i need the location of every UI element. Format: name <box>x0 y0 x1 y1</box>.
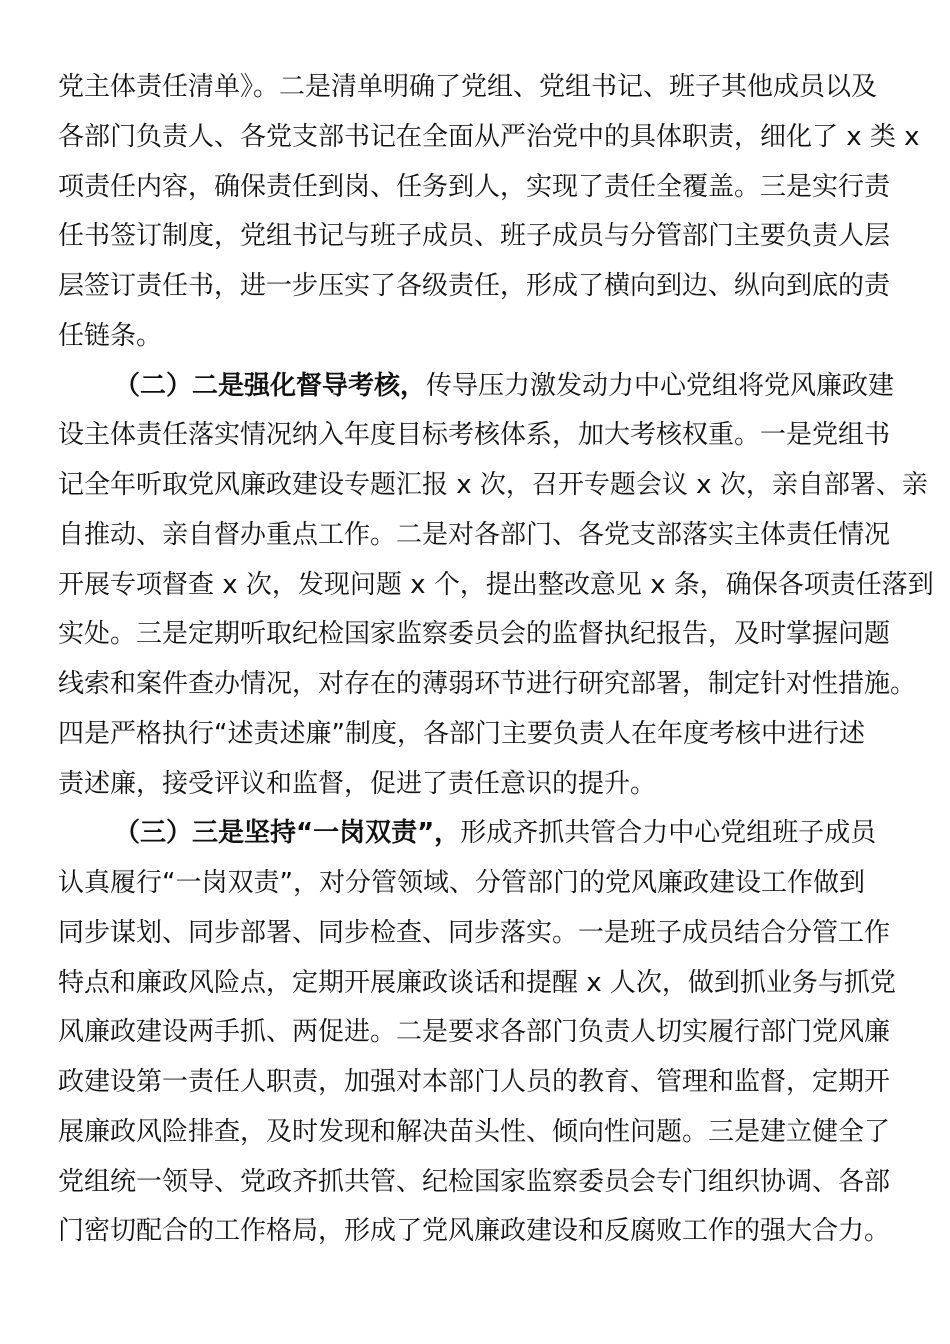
text-line: 自推动、亲自督办重点工作。二是对各部门、各党支部落实主体责任情况 <box>58 519 891 550</box>
text-line: 展廉政风险排查，及时发现和解决苗头性、倾向性问题。三是建立健全了 <box>58 1116 891 1147</box>
text-line: 同步谋划、同步部署、同步检查、同步落实。一是班子成员结合分管工作 <box>58 917 891 948</box>
text-line: 开展专项督查 x 次，发现问题 x 个，提出整改意见 x 条，确保各项责任落到 <box>58 569 934 600</box>
text-line: 记全年听取党风廉政建设专题汇报 x 次，召开专题会议 x 次，亲自部署、亲 <box>58 470 928 500</box>
paragraph-dual-responsibility <box>58 809 898 1257</box>
text-line: 项责任内容，确保责任到岗、任务到人，实现了责任全覆盖。三是实行责 <box>58 171 891 202</box>
text-run: 形成齐抓共管合力中心党组班子成员 <box>460 818 877 849</box>
text-line: 层签订责任书，进一步压实了各级责任，形成了横向到边、纵向到底的责 <box>58 271 891 301</box>
text-line: 党组统一领导、党政齐抓共管、纪检国家监察委员会专门组织协调、各部 <box>58 1166 891 1197</box>
text-line: 党主体责任清单》。二是清单明确了党组、党组书记、班子其他成员以及 <box>58 72 878 102</box>
text-line: 设主体责任落实情况纳入年度目标考核体系，加大考核权重。一是党组书 <box>58 420 891 451</box>
paragraph-supervision <box>58 362 934 810</box>
section-heading: （二）二是强化督导考核， <box>114 370 427 401</box>
text-line: 特点和廉政风险点，定期开展廉政谈话和提醒 x 人次，做到抓业务与抓党 <box>58 967 896 998</box>
text-line: 任链条。 <box>58 320 163 351</box>
section-heading: （三）三是坚持“一岗双责”， <box>114 818 461 849</box>
text-line: 门密切配合的工作格局，形成了党风廉政建设和反腐败工作的强大合力。 <box>58 1216 891 1247</box>
text-line: 各部门负责人、各党支部书记在全面从严治党中的具体职责，细化了 x 类 x <box>58 121 920 152</box>
text-line: 四是严格执行“述责述廉”制度，各部门主要负责人在年度考核中进行述 <box>58 718 865 749</box>
text-run: 传导压力激发动力中心党组将党风廉政建 <box>426 370 895 401</box>
text-line: 风廉政建设两手抓、两促进。二是要求各部门负责人切实履行部门党风廉 <box>58 1017 891 1048</box>
text-line: 实处。三是定期听取纪检国家监察委员会的监督执纪报告，及时掌握问题 <box>58 619 891 650</box>
paragraph-first-line <box>58 362 898 412</box>
paragraph-continuation <box>58 63 920 362</box>
text-line: 任书签订制度，党组书记与班子成员、班子成员与分管部门主要负责人层 <box>58 221 891 252</box>
text-line: 认真履行“一岗双责”，对分管领域、分管部门的党风廉政建设工作做到 <box>58 868 865 898</box>
document-page <box>58 63 934 1257</box>
paragraph-first-line <box>58 809 898 859</box>
text-line: 政建设第一责任人职责，加强对本部门人员的教育、管理和监督，定期开 <box>58 1067 891 1097</box>
text-line: 责述廉，接受评议和监督，促进了责任意识的提升。 <box>58 768 657 799</box>
text-line: 线索和案件查办情况，对存在的薄弱环节进行研究部署，制定针对性措施。 <box>58 669 917 699</box>
